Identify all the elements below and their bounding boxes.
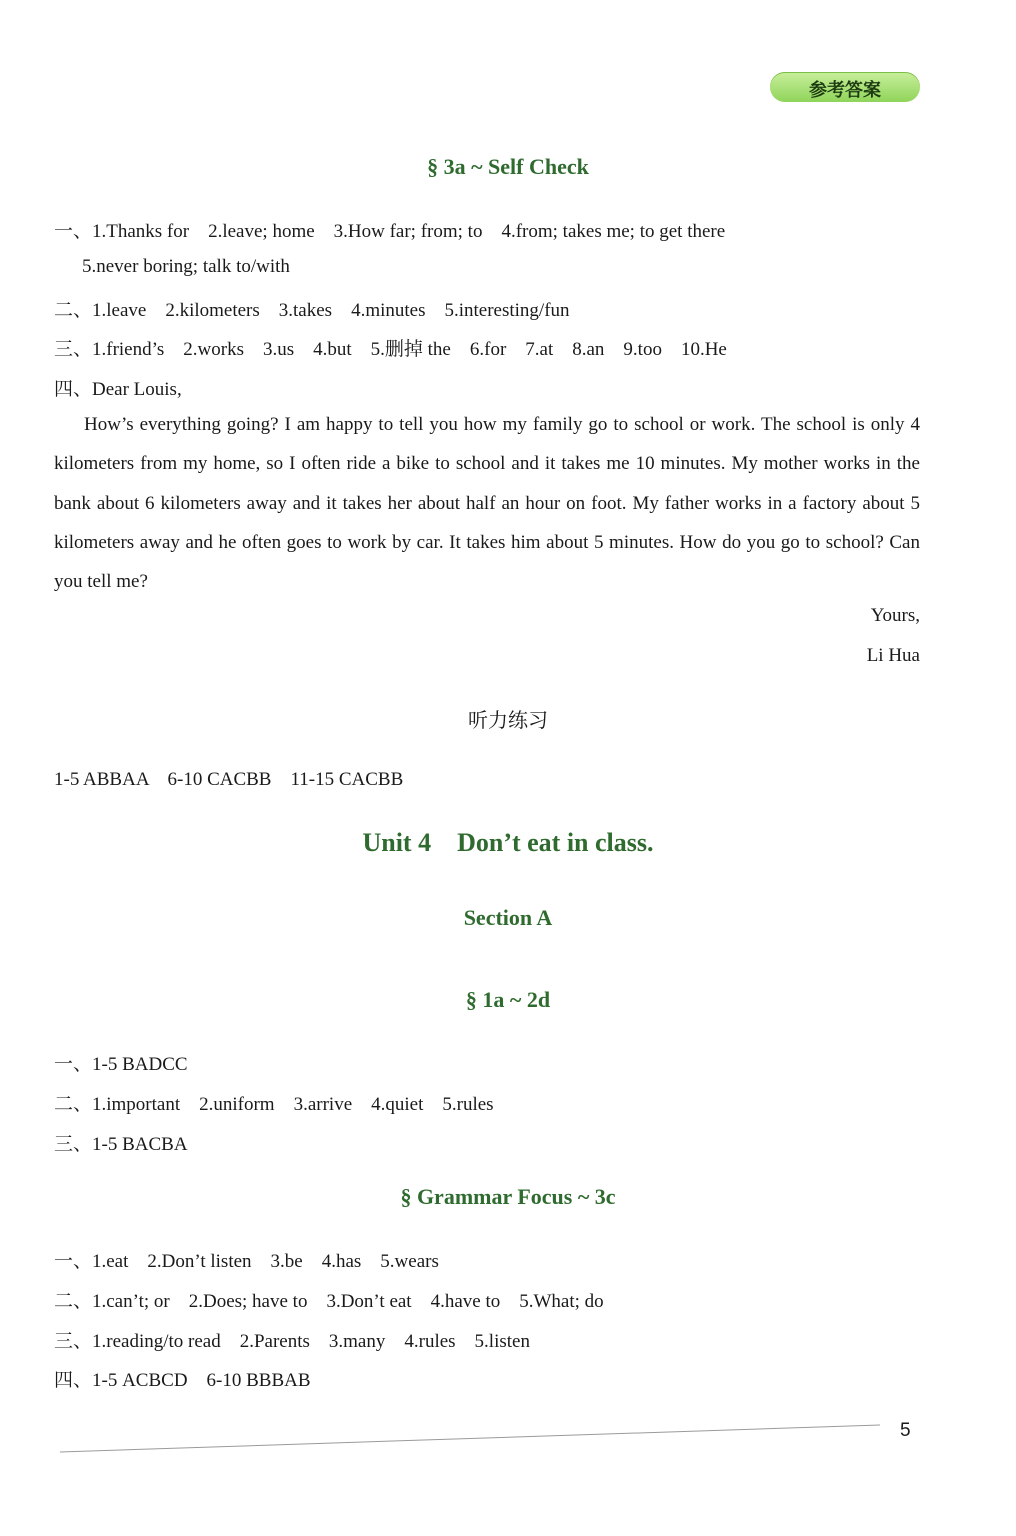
letter-signature: Li Hua <box>866 645 920 666</box>
letter-body: How’s everything going? I am happy to tell you how my family go to school or work. The school is only 4 kilometers from my home, so I often ride a bike to school and it takes me 10 minutes. My mother works in the bank about 6 kilometers away and it takes her about half an hour on foot. My father works in a factory about 5 kilometers away and he often goes to work by car. It takes him about 5 minutes. How do you go to school? Can you tell me? <box>54 414 920 593</box>
answer-key-label: 参考答案 <box>809 80 881 101</box>
answer-line-3a-4: 四、Dear Louis, <box>54 379 182 400</box>
listening-title: 听力练习 <box>468 708 548 732</box>
section-title-1a-2d: § 1a ~ 2d <box>465 987 551 1012</box>
answer-line-grammar-4: 四、1-5 ACBCD 6-10 BBBAB <box>54 1370 311 1391</box>
answer-line-grammar-2: 二、1.can’t; or 2.Does; have to 3.Don’t eat 4.have to 5.What; do <box>54 1291 604 1312</box>
letter-closing: Yours, <box>870 605 920 626</box>
answer-line-3a-1: 一、1.Thanks for 2.leave; home 3.How far; from; to 4.from; takes me; to get there <box>54 221 726 242</box>
page-number: 5 <box>900 1420 911 1441</box>
answer-line-3a-2: 二、1.leave 2.kilometers 3.takes 4.minutes 5.interesting/fun <box>54 300 570 321</box>
listening-answers: 1-5 ABBAA 6-10 CACBB 11-15 CACBB <box>54 769 404 790</box>
answer-line-1a-2: 二、1.important 2.uniform 3.arrive 4.quiet 5.rules <box>54 1094 494 1115</box>
answer-line-1a-1: 一、1-5 BADCC <box>54 1054 188 1075</box>
answer-line-3a-3: 三、1.friend’s 2.works 3.us 4.but 5.删掉 the 6.for 7.at 8.an 9.too 10.He <box>54 339 727 360</box>
answer-line-3a-1b: 5.never boring; talk to/with <box>82 256 290 277</box>
section-title-3a-self-check: § 3a ~ Self Check <box>427 154 589 179</box>
answer-line-grammar-1: 一、1.eat 2.Don’t listen 3.be 4.has 5.wears <box>54 1251 439 1272</box>
section-a-title: Section A <box>463 905 553 930</box>
answer-line-grammar-3: 三、1.reading/to read 2.Parents 3.many 4.rules 5.listen <box>54 1331 530 1352</box>
unit-title: Unit 4 Don’t eat in class. <box>362 828 654 857</box>
section-title-grammar-focus: § Grammar Focus ~ 3c <box>400 1184 616 1209</box>
answer-line-1a-3: 三、1-5 BACBA <box>54 1134 188 1155</box>
